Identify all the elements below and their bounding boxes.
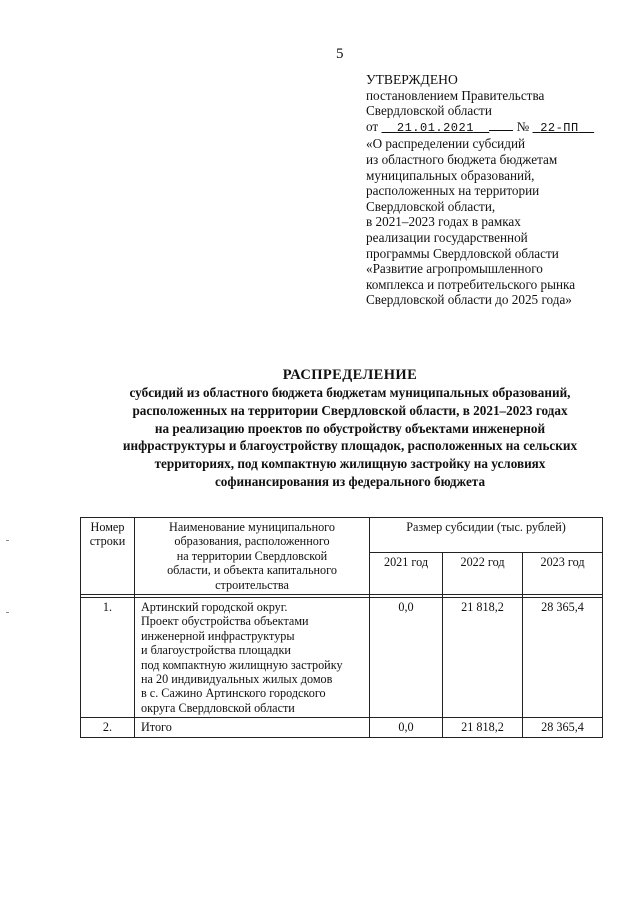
title-line: расположенных на территории Свердловской области, в 2021–2023 годах xyxy=(132,402,568,418)
header-year: 2023 год xyxy=(523,553,603,595)
approval-line: постановлением Правительства xyxy=(366,87,545,103)
table-row xyxy=(81,598,603,718)
row-name: Артинский городской округ. Проект обустройства объектами инженерной инфраструктуры и благоустройства площадки под компактную жилищную застройку на 20 индивидуальных жилых домов в с. Сажино Артинского городского округа Свердловской области xyxy=(135,598,370,718)
value-2021: 0,0 xyxy=(370,718,443,737)
document-title xyxy=(70,366,630,491)
resolution-line: «Развитие агропромышленного xyxy=(366,261,543,277)
date-prefix: от xyxy=(366,118,379,134)
title-line: инфраструктуры и благоустройству площадок, расположенных на сельских xyxy=(122,438,578,454)
approval-stamp xyxy=(366,72,594,308)
resolution-line: «О распределении субсидий xyxy=(366,136,526,152)
value-2023: 28 365,4 xyxy=(523,598,603,718)
scan-mark xyxy=(6,540,9,541)
resolution-line: в 2021–2023 годах в рамках xyxy=(366,214,521,230)
row-number: 2. xyxy=(81,718,135,737)
approval-heading: УТВЕРЖДЕНО xyxy=(366,72,458,87)
approval-number: 22-ПП xyxy=(540,120,579,135)
approval-date-line xyxy=(366,119,594,137)
title-line: на реализацию проектов по обустройству объектами инженерной xyxy=(154,420,546,436)
number-prefix: № xyxy=(516,118,530,134)
resolution-line: программы Свердловской области xyxy=(366,245,559,261)
resolution-line: из областного бюджета бюджетам xyxy=(366,151,558,167)
resolution-line: расположенных на территории xyxy=(366,183,540,199)
resolution-line: комплекса и потребительского рынка xyxy=(366,276,576,292)
value-2023: 28 365,4 xyxy=(523,718,603,737)
title-line: софинансирования из федерального бюджета xyxy=(214,473,486,489)
title-heading: РАСПРЕДЕЛЕНИЕ xyxy=(282,367,418,383)
resolution-line: муниципальных образований, xyxy=(366,167,535,183)
table-header-row xyxy=(81,518,603,553)
header-row-number: Номер строки xyxy=(81,518,135,595)
value-2022: 21 818,2 xyxy=(443,718,523,737)
subsidy-table xyxy=(80,517,603,738)
row-number: 1. xyxy=(81,598,135,718)
approval-line: Свердловской области xyxy=(366,103,492,119)
approval-date: 21.01.2021 xyxy=(396,120,474,135)
resolution-line: Свердловской области, xyxy=(366,198,496,214)
row-name: Итого xyxy=(135,718,370,737)
value-2021: 0,0 xyxy=(370,598,443,718)
page-number: 5 xyxy=(336,46,344,62)
header-year: 2022 год xyxy=(443,553,523,595)
resolution-line: Свердловской области до 2025 года» xyxy=(366,292,572,308)
title-line: субсидий из областного бюджета бюджетам муниципальных образований, xyxy=(129,385,571,400)
title-line: территориях, под компактную жилищную застройку на условиях xyxy=(154,456,546,472)
header-subsidy-group: Размер субсидии (тыс. рублей) xyxy=(370,518,603,553)
header-name: Наименование муниципального образования, расположенного на территории Свердловской области, и объекта капитального строительства xyxy=(135,518,370,595)
resolution-line: реализации государственной xyxy=(366,229,528,245)
value-2022: 21 818,2 xyxy=(443,598,523,718)
table-row-total xyxy=(81,718,603,737)
scan-mark xyxy=(6,612,9,613)
header-year: 2021 год xyxy=(370,553,443,595)
